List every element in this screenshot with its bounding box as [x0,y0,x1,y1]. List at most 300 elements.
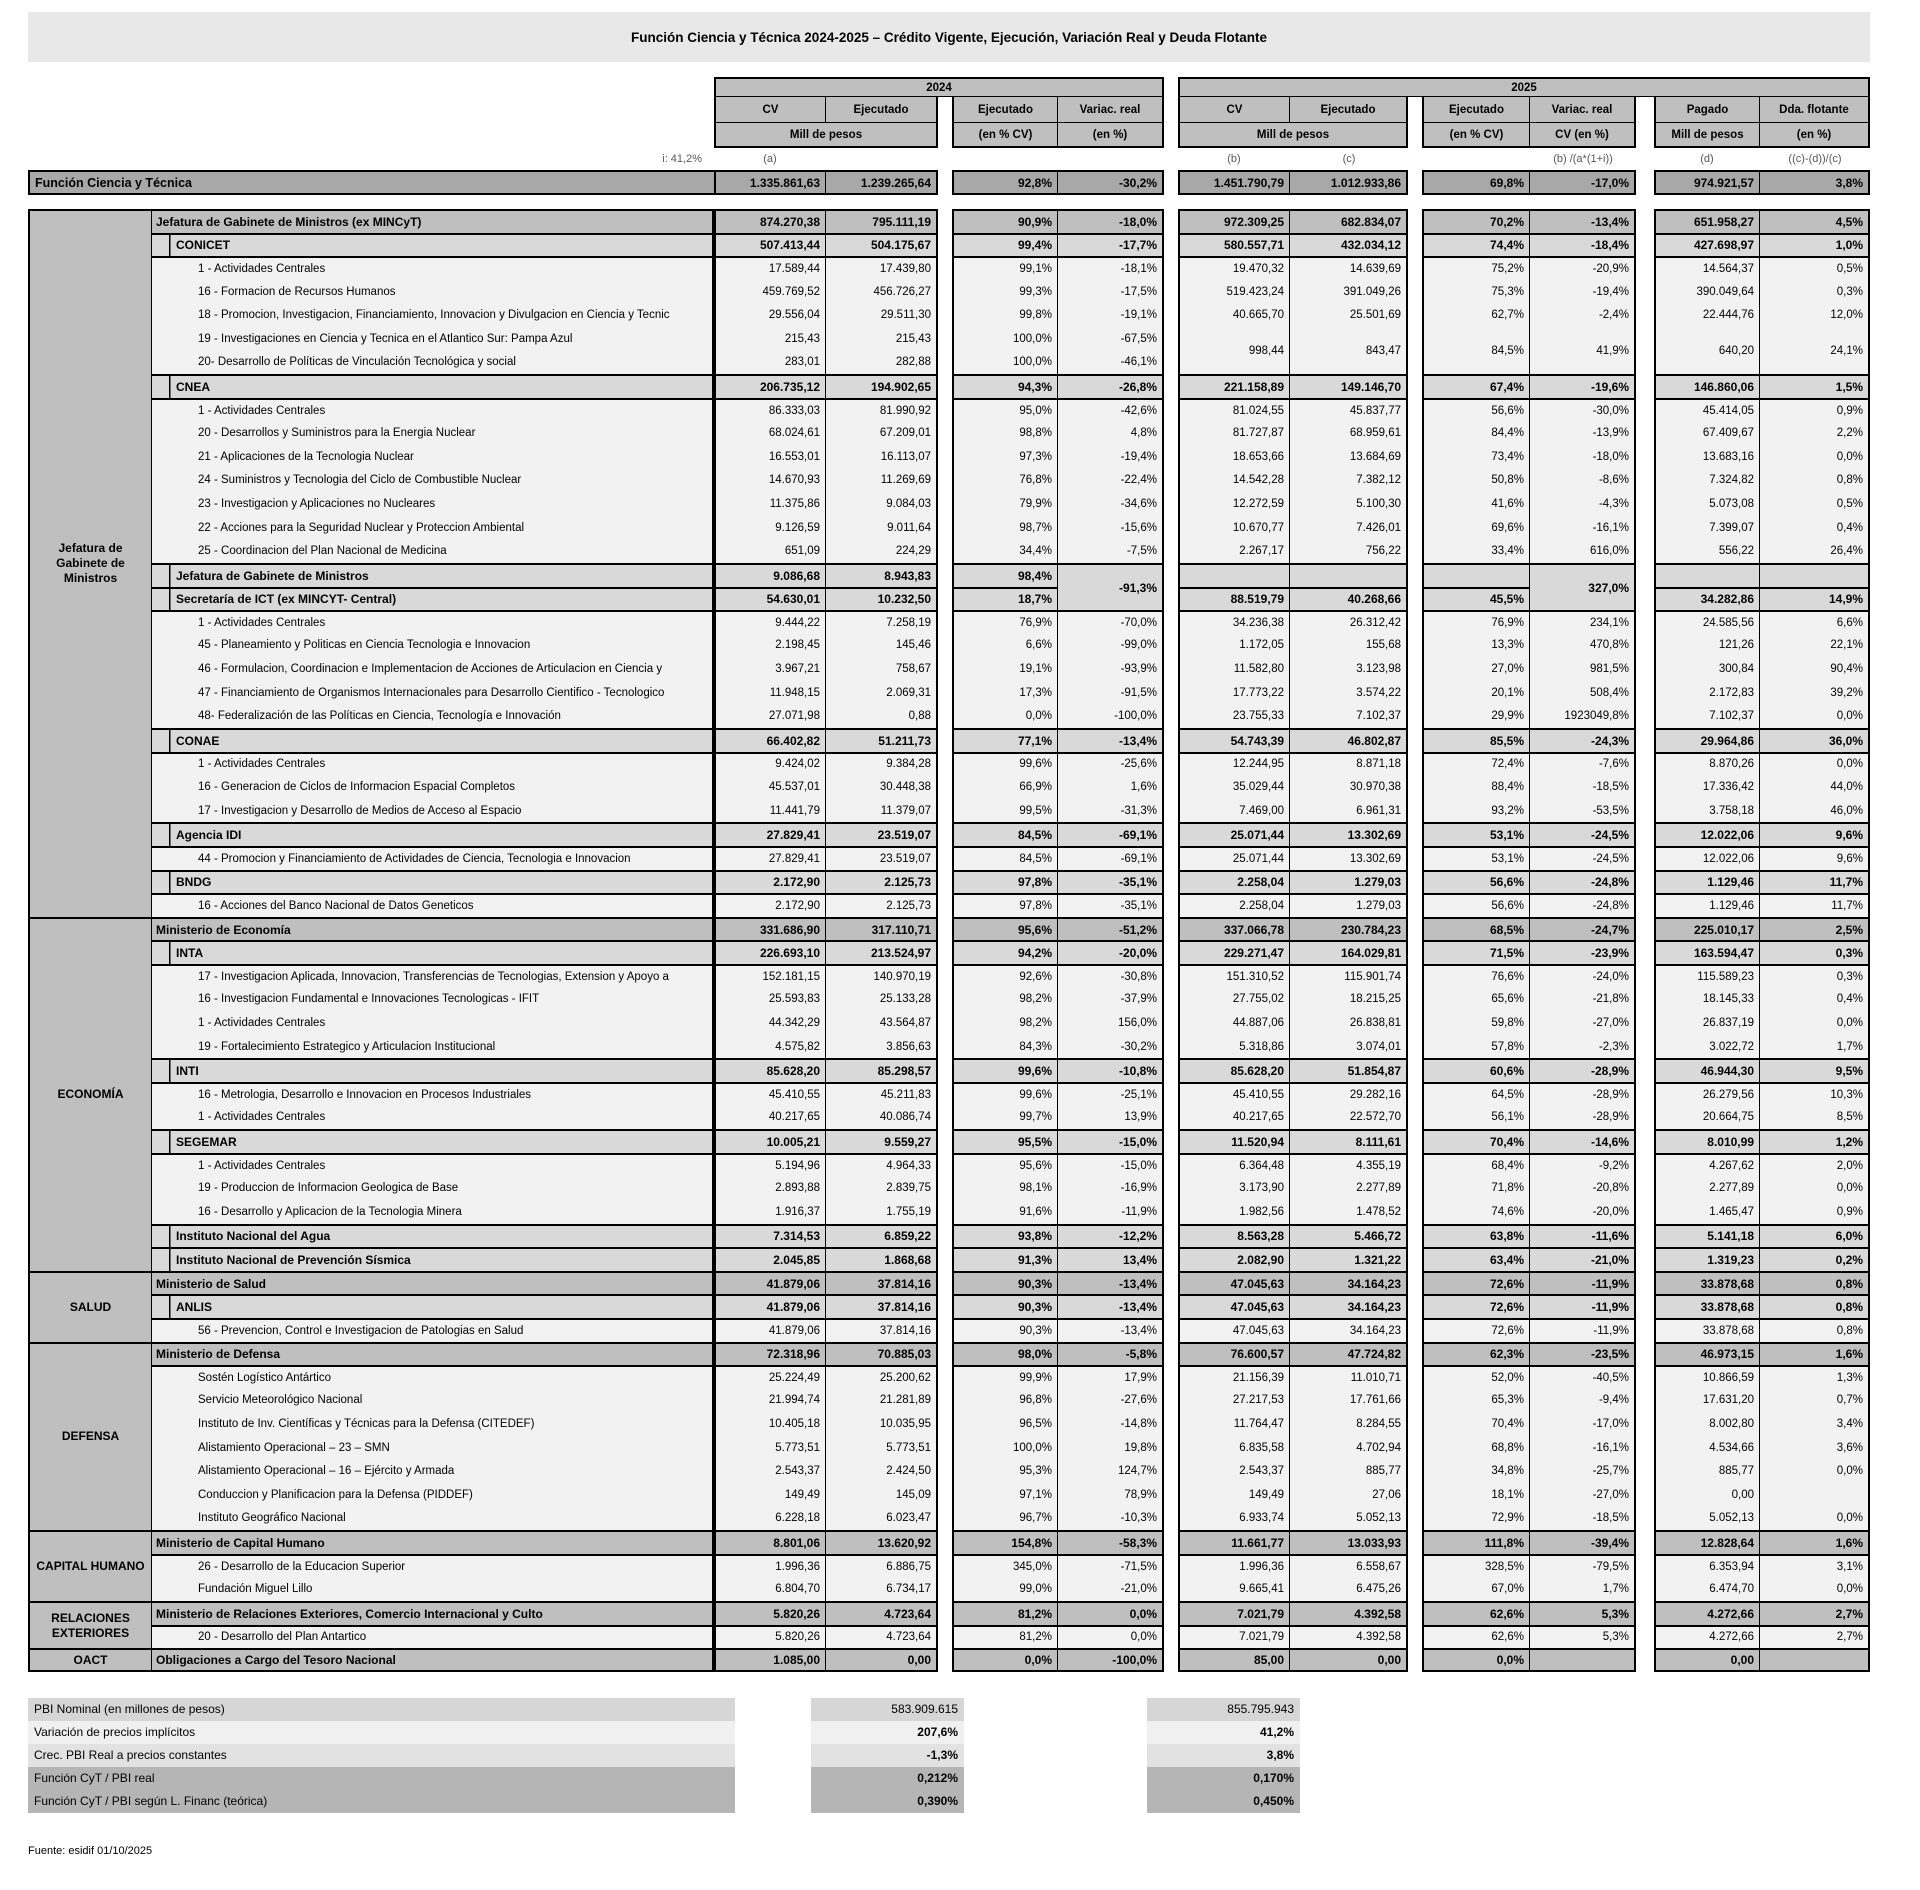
cell: 100,0% [952,327,1058,351]
col-header-cv-2025: CV [1178,97,1290,122]
cell: 5.773,51 [714,1436,826,1460]
cell: 95,0% [952,398,1058,422]
cell: 20,1% [1422,681,1530,705]
row-label: Ministerio de Economía [152,917,714,941]
table-section [28,1342,1870,1531]
cell: 47.724,82 [1290,1342,1408,1366]
cell: 72,4% [1422,752,1530,776]
cell [1422,563,1530,587]
section-label: CAPITAL HUMANO [28,1530,152,1601]
cell: 6.475,26 [1290,1577,1408,1601]
cell: 6.023,47 [826,1507,938,1531]
cell: -20,0% [1530,1200,1636,1224]
cell: 45.211,83 [826,1082,938,1106]
cell: 26,4% [1760,539,1870,563]
cell: 0,8% [1760,469,1870,493]
cell: 69,6% [1422,516,1530,540]
cell: 76,6% [1422,964,1530,988]
cell: 4.575,82 [714,1035,826,1059]
cell: -24,5% [1530,846,1636,870]
cell: 7.102,37 [1290,704,1408,728]
cell: 17,3% [952,681,1058,705]
cell: -30,0% [1530,398,1636,422]
section-label: RELACIONES EXTERIORES [28,1601,152,1648]
cell: 8,5% [1760,1106,1870,1130]
cell: -9,4% [1530,1389,1636,1413]
cell: 6.353,94 [1654,1554,1760,1578]
cell: -14,6% [1530,1129,1636,1153]
row-label: 22 - Acciones para la Seguridad Nuclear y Proteccion Ambiental [152,516,714,540]
cell: 5.820,26 [714,1625,826,1649]
formula-c: (c) [1342,153,1356,165]
cell: 2.045,85 [714,1247,826,1271]
cell: -15,6% [1058,516,1164,540]
cell: 470,8% [1530,634,1636,658]
cell: 26.279,56 [1654,1082,1760,1106]
cell: 27.071,98 [714,704,826,728]
table-section [28,1530,1870,1601]
cell: 0,2% [1760,1247,1870,1271]
cell: 1.982,56 [1178,1200,1290,1224]
cell: 1.129,46 [1654,870,1760,894]
cell: 2.267,17 [1178,539,1290,563]
cell: 221.158,89 [1178,374,1290,398]
row-label: ANLIS [152,1294,714,1318]
cell: 5.141,18 [1654,1224,1760,1248]
cell: 651.958,27 [1654,209,1760,233]
row-label: Servicio Meteorológico Nacional [152,1389,714,1413]
cell: -18,5% [1530,1507,1636,1531]
cell: -22,4% [1058,469,1164,493]
cell: 84,5% [1422,327,1530,374]
row-label: Instituto Nacional del Agua [152,1224,714,1248]
cell: 63,4% [1422,1247,1530,1271]
cell: 215,43 [714,327,826,351]
cell: 76,9% [1422,610,1530,634]
cell: 45.537,01 [714,775,826,799]
cell: 76.600,57 [1178,1342,1290,1366]
summary-row [28,1721,1870,1744]
cell: 6.933,74 [1178,1507,1290,1531]
table-section [28,209,1870,917]
cell: 93,2% [1422,799,1530,823]
cell: 345,0% [952,1554,1058,1578]
cell: 45.410,55 [1178,1082,1290,1106]
row-label: 1 - Actividades Centrales [152,752,714,776]
cell: 46.973,15 [1654,1342,1760,1366]
row-label: 19 - Fortalecimiento Estrategico y Articulacion Institucional [152,1035,714,1059]
cell: 13,9% [1058,1106,1164,1130]
cell: 99,3% [952,280,1058,304]
cell: -17,0% [1530,170,1636,195]
col-header-ejecutado-2025: Ejecutado [1290,97,1408,122]
unit-pct-cv-2025: (en % CV) [1422,122,1530,148]
cell: 1,3% [1760,1365,1870,1389]
cell: 1,0% [1760,233,1870,257]
cell: 229.271,47 [1178,940,1290,964]
cell: 11.269,69 [826,469,938,493]
cell: 14.564,37 [1654,256,1760,280]
summary-value-2025: 41,2% [1147,1721,1300,1744]
cell: 74,4% [1422,233,1530,257]
cell: 2.125,73 [826,893,938,917]
cell: 99,9% [952,1365,1058,1389]
cell: -19,1% [1058,303,1164,327]
cell: 0,0% [1058,1601,1164,1625]
cell: 9,6% [1760,846,1870,870]
cell: 0,00 [1654,1648,1760,1672]
cell: 2.258,04 [1178,870,1290,894]
cell: 432.034,12 [1290,233,1408,257]
cell: 95,6% [952,917,1058,941]
cell: 13,3% [1422,634,1530,658]
cell: -24,8% [1530,893,1636,917]
cell: 8.111,61 [1290,1129,1408,1153]
cell: 18.653,66 [1178,445,1290,469]
cell [1654,563,1760,587]
row-label: Alistamiento Operacional – 16 – Ejército y Armada [152,1459,714,1483]
cell: 0,00 [1290,1648,1408,1672]
cell: 26.837,19 [1654,1011,1760,1035]
cell: 25.133,28 [826,988,938,1012]
cell: 46,0% [1760,799,1870,823]
cell: 4.702,94 [1290,1436,1408,1460]
cell: 66.402,82 [714,728,826,752]
cell: 0,9% [1760,398,1870,422]
cell: 981,5% [1530,657,1636,681]
cell: 2,7% [1760,1601,1870,1625]
cell: 84,4% [1422,421,1530,445]
unit-pct-dda: (en %) [1760,122,1870,148]
cell: -28,9% [1530,1082,1636,1106]
cell: 6.228,18 [714,1507,826,1531]
cell: 974.921,57 [1654,170,1760,195]
cell: 843,47 [1290,327,1408,374]
cell: -11,9% [1530,1271,1636,1295]
cell: 13.302,69 [1290,822,1408,846]
cell: -27,6% [1058,1389,1164,1413]
cell: 1.172,05 [1178,634,1290,658]
cell: 206.735,12 [714,374,826,398]
cell: -53,5% [1530,799,1636,823]
cell: 4.355,19 [1290,1153,1408,1177]
row-label: 19 - Investigaciones en Ciencia y Tecnica en el Atlantico Sur: Pampa Azul [152,327,714,351]
cell: 59,8% [1422,1011,1530,1035]
cell: 50,8% [1422,469,1530,493]
cell [1760,563,1870,587]
cell: 22,1% [1760,634,1870,658]
cell: -14,8% [1058,1412,1164,1436]
cell: 20.664,75 [1654,1106,1760,1130]
row-label: 48- Federalización de las Políticas en Ciencia, Tecnología e Innovación [152,704,714,728]
cell: 6.734,17 [826,1577,938,1601]
cell: 7.382,12 [1290,469,1408,493]
cell: 34.236,38 [1178,610,1290,634]
cell: 57,8% [1422,1035,1530,1059]
cell: 93,8% [952,1224,1058,1248]
cell: 24,1% [1760,327,1870,374]
cell: 30.970,38 [1290,775,1408,799]
summary-value-2024: 207,6% [811,1721,964,1744]
cell: 12,0% [1760,303,1870,327]
cell: 56,6% [1422,870,1530,894]
cell: 62,6% [1422,1601,1530,1625]
cell: 10,3% [1760,1082,1870,1106]
cell: 14.542,28 [1178,469,1290,493]
cell: 98,8% [952,421,1058,445]
cell: -42,6% [1058,398,1164,422]
cell: 0,0% [1760,1459,1870,1483]
cell: 149,49 [714,1483,826,1507]
cell: 75,2% [1422,256,1530,280]
cell: 75,3% [1422,280,1530,304]
cell: 391.049,26 [1290,280,1408,304]
cell: 23.755,33 [1178,704,1290,728]
cell [1290,563,1408,587]
cell: 6.474,70 [1654,1577,1760,1601]
cell: 226.693,10 [714,940,826,964]
cell: 9.444,22 [714,610,826,634]
cell: -28,9% [1530,1106,1636,1130]
cell: 62,6% [1422,1625,1530,1649]
cell: 145,09 [826,1483,938,1507]
cell: -13,4% [1058,728,1164,752]
cell: -70,0% [1058,610,1164,634]
cell: 33.878,68 [1654,1318,1760,1342]
cell: 21.156,39 [1178,1365,1290,1389]
total-row-label: Función Ciencia y Técnica [28,170,714,195]
cell: 33.878,68 [1654,1294,1760,1318]
cell: 9.424,02 [714,752,826,776]
summary-row [28,1767,1870,1790]
cell: 11.010,71 [1290,1365,1408,1389]
summary-row [28,1744,1870,1767]
cell: 4.392,58 [1290,1601,1408,1625]
cell: 47.045,63 [1178,1294,1290,1318]
cell: 95,3% [952,1459,1058,1483]
cell: -100,0% [1058,1648,1164,1672]
cell: 29.556,04 [714,303,826,327]
cell: 2.069,31 [826,681,938,705]
cell: 70.885,03 [826,1342,938,1366]
cell: 1.239.265,64 [826,170,938,195]
cell: -35,1% [1058,870,1164,894]
cell: -19,4% [1058,445,1164,469]
spacer [964,1721,1147,1744]
cell: -4,3% [1530,492,1636,516]
row-label: BNDG [152,870,714,894]
cell: 2.424,50 [826,1459,938,1483]
row-label: 16 - Investigacion Fundamental e Innovaciones Tecnologicas - IFIT [152,988,714,1012]
summary-value-2024: 0,390% [811,1790,964,1813]
cell: 1.465,47 [1654,1200,1760,1224]
cell: 140.970,19 [826,964,938,988]
cell: 224,29 [826,539,938,563]
cell: 2.839,75 [826,1176,938,1200]
cell: -18,5% [1530,775,1636,799]
table-section [28,1648,1870,1672]
cell: 12.272,59 [1178,492,1290,516]
cell: 6.835,58 [1178,1436,1290,1460]
cell: 8.943,83 [826,563,938,587]
cell: 11.948,15 [714,681,826,705]
cell: 459.769,52 [714,280,826,304]
cell: 0,9% [1760,1200,1870,1224]
summary-value-2024: 0,212% [811,1767,964,1790]
cell: 13.620,92 [826,1530,938,1554]
cell: 9.665,41 [1178,1577,1290,1601]
summary-row [28,1698,1870,1721]
cell: 13.683,16 [1654,445,1760,469]
cell: 25.593,83 [714,988,826,1012]
row-label: 19 - Produccion de Informacion Geologica de Base [152,1176,714,1200]
cell: 77,1% [952,728,1058,752]
report-page [28,12,1870,1857]
cell: -99,0% [1058,634,1164,658]
cell: 35.029,44 [1178,775,1290,799]
cell: 1.868,68 [826,1247,938,1271]
cell: 1.451.790,79 [1178,170,1290,195]
cell: 0,00 [1654,1483,1760,1507]
cell: 98,2% [952,988,1058,1012]
cell: 5.820,26 [714,1601,826,1625]
cell: 67,0% [1422,1577,1530,1601]
cell: -11,9% [1530,1294,1636,1318]
row-label: 1 - Actividades Centrales [152,1011,714,1035]
cell: 27,0% [1422,657,1530,681]
cell: 682.834,07 [1290,209,1408,233]
cell: -69,1% [1058,822,1164,846]
cell: 85.298,57 [826,1058,938,1082]
row-label: Sostén Logístico Antártico [152,1365,714,1389]
cell: -67,5% [1058,327,1164,351]
col-header-dda-flotante: Dda. flotante [1760,97,1870,122]
cell: 328,5% [1422,1554,1530,1578]
cell: 5.100,30 [1290,492,1408,516]
page-title: Función Ciencia y Técnica 2024-2025 – Crédito Vigente, Ejecución, Variación Real y Deuda Flotante [631,29,1267,45]
cell: 507.413,44 [714,233,826,257]
cell: 0,0% [1760,1507,1870,1531]
summary-value-2025: 0,170% [1147,1767,1300,1790]
cell: 74,6% [1422,1200,1530,1224]
row-label: 20- Desarrollo de Políticas de Vinculación Tecnológica y social [152,351,714,375]
cell: 1.085,00 [714,1648,826,1672]
cell: 96,8% [952,1389,1058,1413]
cell: 4.392,58 [1290,1625,1408,1649]
cell: 65,3% [1422,1389,1530,1413]
formula-b: (b) [1227,153,1241,165]
row-label: 45 - Planeamiento y Politicas en Ciencia Tecnologia e Innovacion [152,634,714,658]
cell: 99,7% [952,1106,1058,1130]
cell: 5.052,13 [1654,1507,1760,1531]
spacer [964,1790,1147,1813]
cell: -30,8% [1058,964,1164,988]
cell: -17,5% [1058,280,1164,304]
cell: 29.511,30 [826,303,938,327]
cell: 0,7% [1760,1389,1870,1413]
cell: -11,9% [1058,1200,1164,1224]
cell: 37.814,16 [826,1294,938,1318]
section-label: SALUD [28,1271,152,1342]
cell: 508,4% [1530,681,1636,705]
cell: -46,1% [1058,351,1164,375]
cell: 111,8% [1422,1530,1530,1554]
cell: 99,5% [952,799,1058,823]
cell: 68,5% [1422,917,1530,941]
cell: 10.232,50 [826,587,938,611]
cell: -13,4% [1530,209,1636,233]
cell: 6.804,70 [714,1577,826,1601]
col-header-ejecutado-2024: Ejecutado [826,97,938,122]
cell: 9,6% [1760,822,1870,846]
cell: 34.164,23 [1290,1294,1408,1318]
table-section [28,1271,1870,1342]
cell: 300,84 [1654,657,1760,681]
cell: 43.564,87 [826,1011,938,1035]
cell: 1.279,03 [1290,893,1408,917]
spacer [735,1790,811,1813]
cell: -2,3% [1530,1035,1636,1059]
cell: 1,5% [1760,374,1870,398]
cell: -10,3% [1058,1507,1164,1531]
row-label: INTA [152,940,714,964]
summary-value-2024: 583.909.615 [811,1698,964,1721]
cell: 1,7% [1760,1035,1870,1059]
cell: 29.282,16 [1290,1082,1408,1106]
cell: 282,88 [826,351,938,375]
cell: 115.901,74 [1290,964,1408,988]
cell: 3,6% [1760,1436,1870,1460]
cell: 4.723,64 [826,1625,938,1649]
cell: 885,77 [1654,1459,1760,1483]
cell: 9.384,28 [826,752,938,776]
cell: 90,3% [952,1294,1058,1318]
cell: 0,00 [826,1648,938,1672]
summary-block [28,1698,1870,1813]
cell: 19,8% [1058,1436,1164,1460]
cell: 8.002,80 [1654,1412,1760,1436]
row-label: 20 - Desarrollos y Suministros para la Energia Nuclear [152,421,714,445]
cell: 90,9% [952,209,1058,233]
cell: 10.005,21 [714,1129,826,1153]
row-label: Ministerio de Relaciones Exteriores, Comercio Internacional y Culto [152,1601,714,1625]
cell: -58,3% [1058,1530,1164,1554]
cell: 53,1% [1422,822,1530,846]
cell: -8,6% [1530,469,1636,493]
cell: 97,1% [952,1483,1058,1507]
cell: 34.282,86 [1654,587,1760,611]
cell: 85.628,20 [1178,1058,1290,1082]
cell: 1.321,22 [1290,1247,1408,1271]
cell: 11,7% [1760,870,1870,894]
spacer [964,1767,1147,1790]
cell: 11,7% [1760,893,1870,917]
cell: 81.990,92 [826,398,938,422]
cell: 22.444,76 [1654,303,1760,327]
cell: 26.312,42 [1290,610,1408,634]
cell: 3.574,22 [1290,681,1408,705]
cell: 0,0% [1760,1011,1870,1035]
cell: 94,2% [952,940,1058,964]
cell: -25,6% [1058,752,1164,776]
cell: -27,0% [1530,1483,1636,1507]
cell: 4.723,64 [826,1601,938,1625]
cell: 36,0% [1760,728,1870,752]
row-label: 20 - Desarrollo del Plan Antartico [152,1625,714,1649]
cell: 7.258,19 [826,610,938,634]
cell: -13,4% [1058,1271,1164,1295]
cell: 0,0% [1760,1176,1870,1200]
